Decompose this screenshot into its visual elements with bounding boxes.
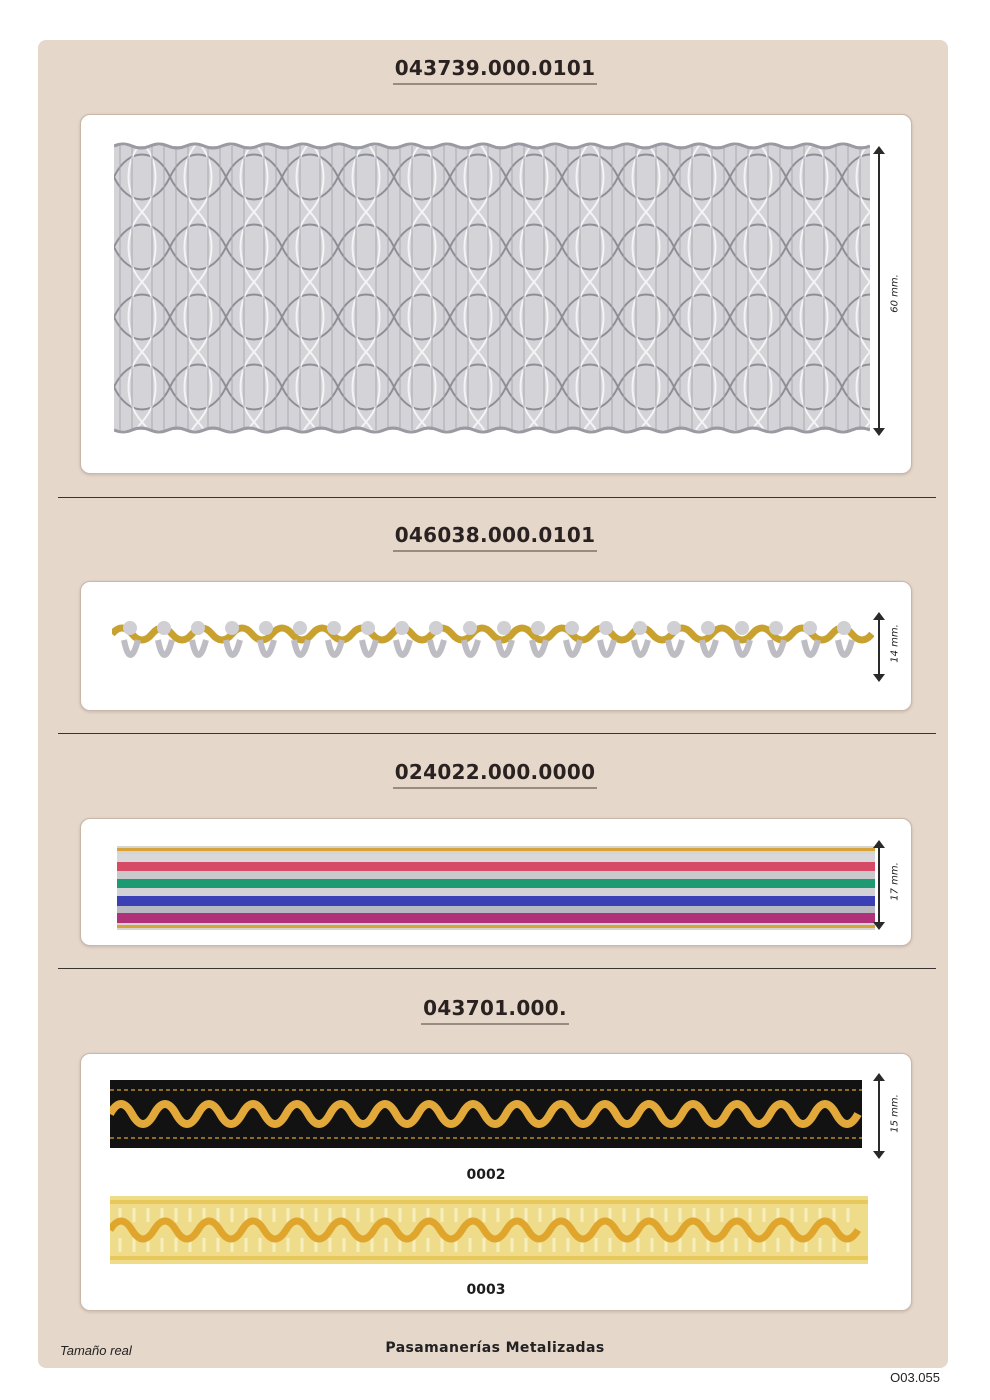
- dimension-arrow-2: [872, 612, 886, 682]
- gold-silver-loop-trim-image: [112, 610, 874, 674]
- width-label-4: 15 mm.: [889, 1094, 901, 1133]
- section-divider: [58, 497, 936, 498]
- dimension-arrow-1: [872, 146, 886, 436]
- width-label-2: 14 mm.: [889, 624, 901, 663]
- size-note: Tamaño real: [60, 1343, 132, 1358]
- product-code-1: 043739.000.0101: [0, 56, 990, 85]
- multicolor-striped-ribbon-image: [117, 846, 875, 930]
- variant-code-0003: 0003: [466, 1282, 506, 1298]
- section-divider: [58, 968, 936, 969]
- gold-braid-trim-image: [110, 1192, 868, 1268]
- product-code-3: 024022.000.0000: [0, 760, 990, 789]
- product-code-4: 043701.000.: [0, 996, 990, 1025]
- dimension-arrow-3: [872, 840, 886, 930]
- width-label-3: 17 mm.: [889, 862, 901, 901]
- category-title: Pasamanerías Metalizadas: [385, 1340, 605, 1356]
- section-divider: [58, 733, 936, 734]
- dimension-arrow-4: [872, 1073, 886, 1159]
- product-code-2: 046038.000.0101: [0, 523, 990, 552]
- variant-code-0002: 0002: [466, 1167, 506, 1183]
- silver-lace-trim-image: [114, 142, 870, 434]
- width-label-1: 60 mm.: [889, 274, 901, 313]
- black-gold-braid-trim-image: [110, 1076, 862, 1152]
- page-code: O03.055: [890, 1370, 940, 1385]
